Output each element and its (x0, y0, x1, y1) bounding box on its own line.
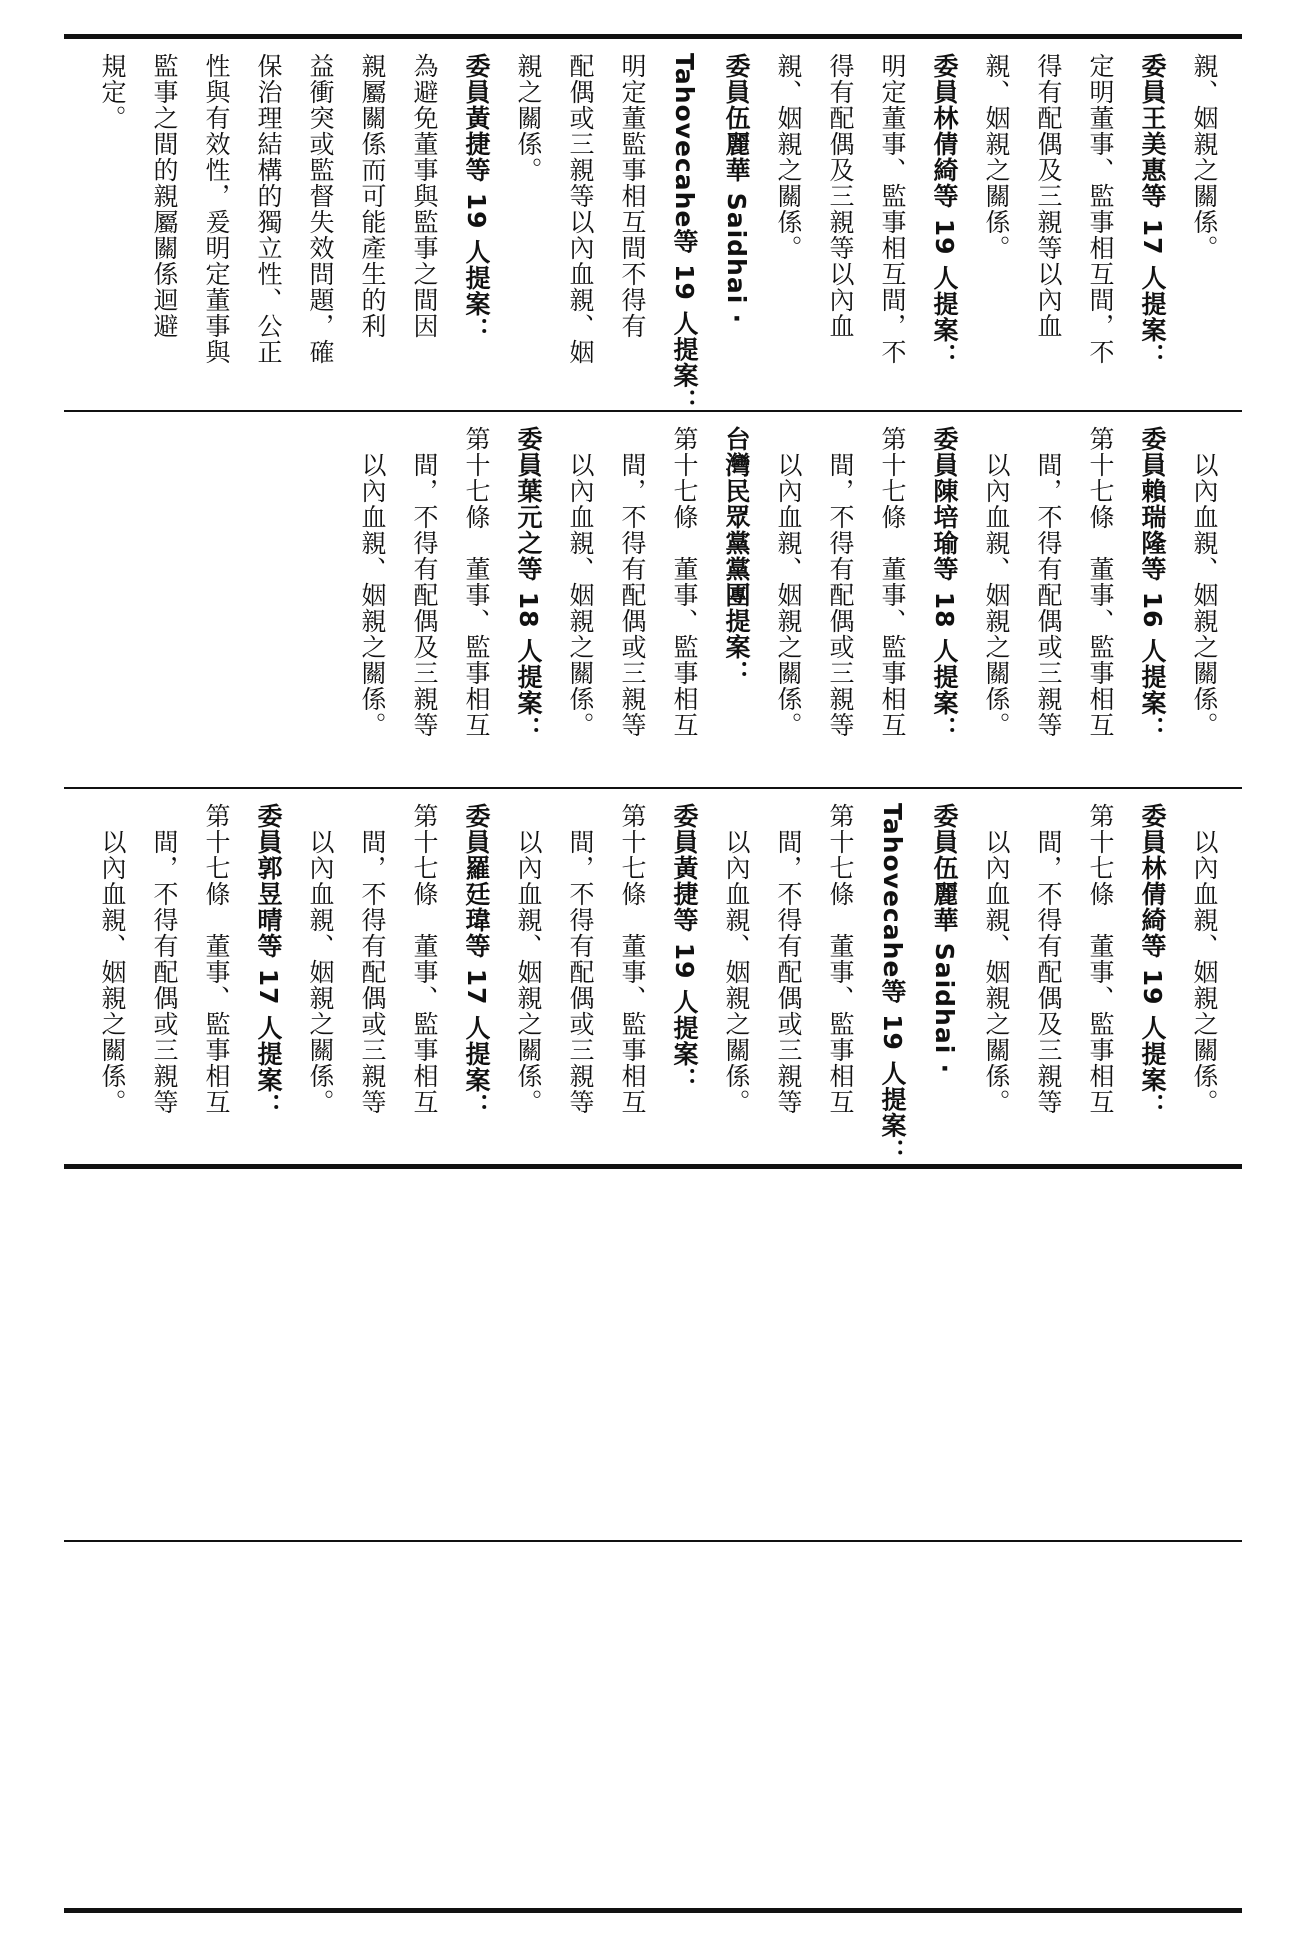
text-line: 第十七條 董事、監事相互 (670, 426, 699, 738)
text-line: 配偶或三親等以內血親、姻 (566, 53, 595, 365)
text-line: 第十七條 董事、監事相互 (202, 803, 231, 1115)
proposal-heading: 委員黃捷等 19 人提案： (670, 803, 699, 1094)
text-line: 第十七條 董事、監事相互 (410, 803, 439, 1115)
panel-1 (64, 39, 1242, 415)
text-line: 性與有效性，爰明定董事與 (202, 53, 231, 365)
text-line: 以內血親、姻親之關係。 (1190, 452, 1219, 738)
text-line: 監事之間的親屬關係迴避 (150, 53, 179, 339)
text-line: 親之關係。 (514, 53, 543, 183)
text-line: 第十七條 董事、監事相互 (878, 426, 907, 738)
text-line: 以內血親、姻親之關係。 (1190, 829, 1219, 1115)
panel-2 (64, 412, 1242, 787)
text-line: 以內血親、姻親之關係。 (566, 452, 595, 738)
text-line: 明定董監事相互間不得有 (618, 53, 647, 339)
text-line: 定明董事、監事相互間，不 (1086, 53, 1115, 365)
text-line: 為避免董事與監事之間因 (410, 53, 439, 339)
proposal-heading: 委員林倩綺等 19 人提案： (1138, 803, 1167, 1120)
text-line: 以內血親、姻親之關係。 (774, 452, 803, 738)
proposal-heading: 委員賴瑞隆等 16 人提案： (1138, 426, 1167, 743)
text-line: 間，不得有配偶或三親等 (1034, 452, 1063, 738)
text-line: 間，不得有配偶或三親等 (826, 452, 855, 738)
proposal-heading: 委員王美惠等 17 人提案： (1138, 53, 1167, 370)
text-line: 間，不得有配偶或三親等 (150, 829, 179, 1115)
text-line: 第十七條 董事、監事相互 (826, 803, 855, 1115)
text-line: 以內血親、姻親之關係。 (982, 452, 1011, 738)
proposal-heading: 委員伍麗華 Saidhai ‧ (930, 803, 959, 1074)
text-line: 第十七條 董事、監事相互 (1086, 426, 1115, 738)
proposal-heading: 委員伍麗華 Saidhai ‧ (722, 53, 751, 324)
text-line: 得有配偶及三親等以內血 (826, 53, 855, 339)
text-line: 親、姻親之關係。 (1190, 53, 1219, 261)
panel-2-text (346, 426, 1230, 742)
proposal-heading: 委員黃捷等 19 人提案： (462, 53, 491, 344)
text-line: 親、姻親之關係。 (774, 53, 803, 261)
text-line: 明定董事、監事相互間，不 (878, 53, 907, 365)
bottom-rule (64, 1908, 1242, 1913)
text-line: 得有配偶及三親等以內血 (1034, 53, 1063, 339)
panel-3-text (86, 803, 1230, 1165)
text-line: 以內血親、姻親之關係。 (98, 829, 127, 1115)
text-line: 親屬關係而可能產生的利 (358, 53, 387, 339)
text-line: 間，不得有配偶及三親等 (1034, 829, 1063, 1115)
proposal-heading: Tahovecahe等 19 人提案： (670, 53, 699, 415)
text-line: 親、姻親之關係。 (982, 53, 1011, 261)
text-line: 益衝突或監督失效問題，確 (306, 53, 335, 365)
proposal-heading: 台灣民眾黨黨團提案： (722, 426, 751, 686)
text-line: 第十七條 董事、監事相互 (618, 803, 647, 1115)
panel-1-text (86, 53, 1230, 415)
text-line: 以內血親、姻親之關係。 (722, 829, 751, 1115)
text-line: 間，不得有配偶或三親等 (618, 452, 647, 738)
text-line: 以內血親、姻親之關係。 (306, 829, 335, 1115)
text-line: 以內血親、姻親之關係。 (982, 829, 1011, 1115)
text-line: 間，不得有配偶或三親等 (358, 829, 387, 1115)
proposal-heading: 委員陳培瑜等 18 人提案： (930, 426, 959, 743)
text-line: 第十七條 董事、監事相互 (1086, 803, 1115, 1115)
proposal-heading: 委員郭昱晴等 17 人提案： (254, 803, 283, 1120)
text-line: 第十七條 董事、監事相互 (462, 426, 491, 738)
panel-divider-4 (64, 1540, 1242, 1542)
proposal-heading: Tahovecahe等 19 人提案： (878, 803, 907, 1165)
text-line: 規定。 (98, 53, 127, 131)
text-line: 間，不得有配偶及三親等 (410, 452, 439, 738)
text-line: 以內血親、姻親之關係。 (358, 452, 387, 738)
panel-3 (64, 789, 1242, 1164)
panel-4-empty (64, 1169, 1242, 1540)
text-line: 以內血親、姻親之關係。 (514, 829, 543, 1115)
text-line: 保治理結構的獨立性、公正 (254, 53, 283, 365)
proposal-heading: 委員羅廷瑋等 17 人提案： (462, 803, 491, 1120)
text-line: 間，不得有配偶或三親等 (566, 829, 595, 1115)
proposal-heading: 委員葉元之等 18 人提案： (514, 426, 543, 743)
proposal-heading: 委員林倩綺等 19 人提案： (930, 53, 959, 370)
text-line: 間，不得有配偶或三親等 (774, 829, 803, 1115)
